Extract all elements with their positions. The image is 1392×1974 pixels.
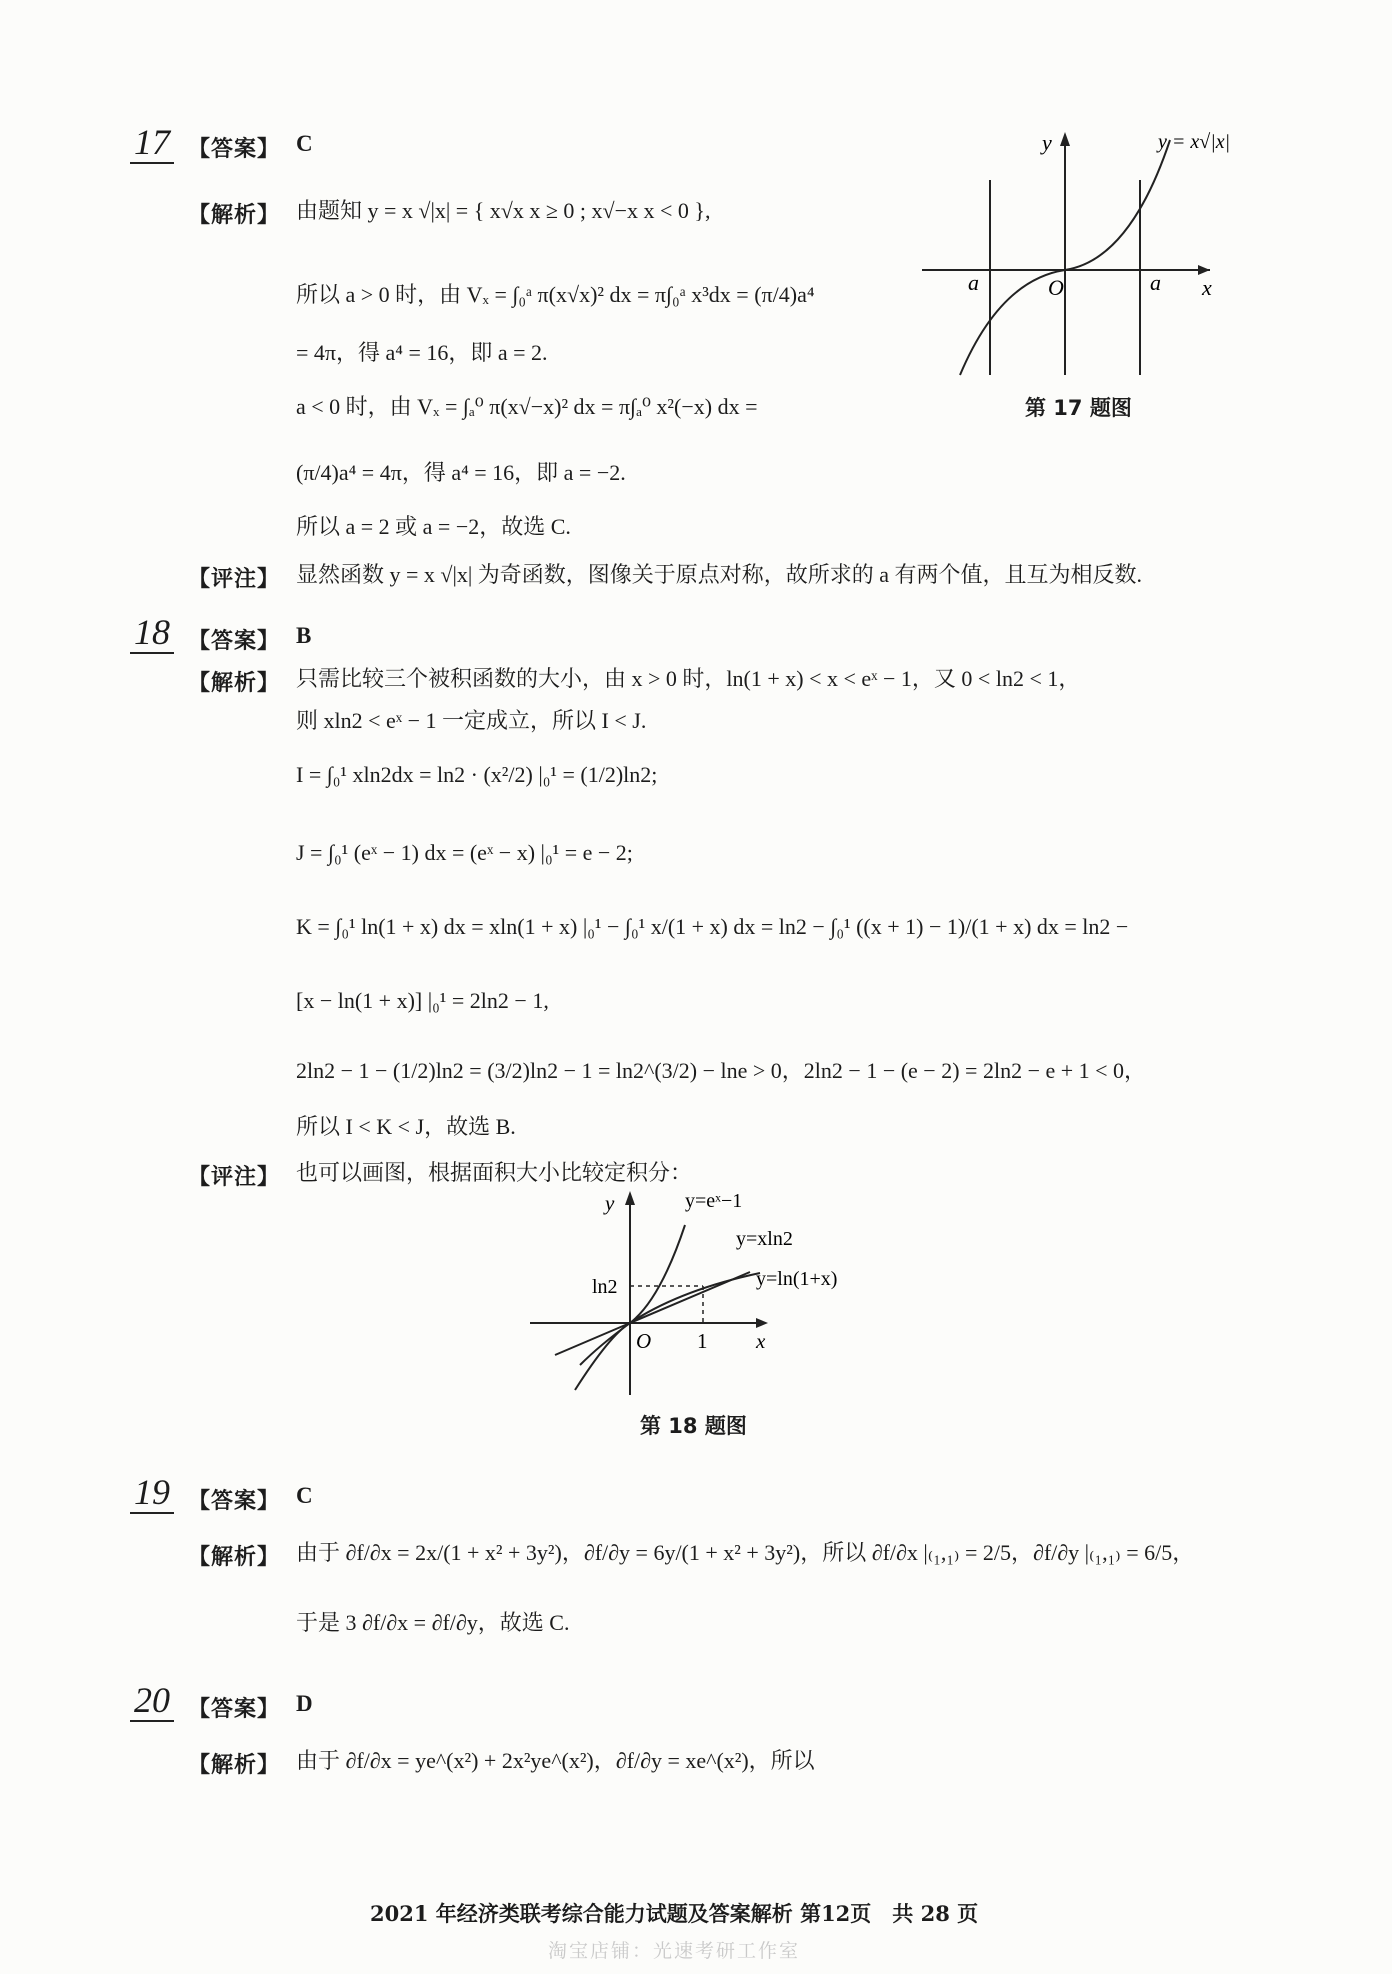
right-tick-label: a [1150,270,1161,295]
x-axis-label: x [756,1329,766,1353]
x-axis-label: x [1202,275,1212,300]
analysis-line: 所以 I < K < J，故选 B. [296,1114,516,1139]
analysis-line: 2ln2 − 1 − (1/2)ln2 = (3/2)ln2 − 1 = ln2^(3/2) − lne > 0，2ln2 − 1 − (e − 2) = 2ln2 − e + 1 < 0， [296,1058,1147,1083]
analysis-line: K = ∫₀¹ ln(1 + x) dx = xln(1 + x) |₀¹ − ∫₀¹ x/(1 + x) dx = ln2 − ∫₀¹ ((x + 1) − 1)/(1 + x) dx = ln2 − [296,914,1129,939]
analysis-line: J = ∫₀¹ (eˣ − 1) dx = (eˣ − x) |₀¹ = e − 2; [296,840,633,865]
analysis-line: 由题知 y = x √|x| = { x√x x ≥ 0 ; x√−x x < 0 }, [296,198,711,223]
curve-xln2 [555,1272,750,1355]
analysis-line: 所以 a = 2 或 a = −2，故选 C. [296,514,571,539]
analysis-line: [x − ln(1 + x)] |₀¹ = 2ln2 − 1, [296,988,549,1013]
label-ln: y=ln(1+x) [756,1268,838,1290]
y-axis-arrow [1060,132,1070,146]
answer-value: C [296,131,313,156]
figure-18-caption: 第 18 题图 [640,1414,747,1438]
y-axis-label: y [605,1191,615,1215]
analysis-tag: 【解析】 [188,670,281,696]
answer-tag: 【答案】 [188,136,281,162]
left-tick-label: a [968,270,979,295]
analysis-line: I = ∫₀¹ xln2dx = ln2 · (x²/2) |₀¹ = (1/2)ln2; [296,762,658,787]
answer-tag: 【答案】 [188,628,281,654]
question-number-18: 18 [130,612,174,654]
analysis-tag: 【解析】 [188,1752,281,1778]
comment-text: 也可以画图，根据面积大小比较定积分： [296,1160,693,1185]
analysis-tag: 【解析】 [188,1544,281,1570]
x-axis-arrow [756,1318,768,1328]
figure-17-graph [920,120,1270,380]
y-axis-label: y [1042,130,1052,155]
watermark: 淘宝店铺：光速考研工作室 [548,1940,801,1962]
x-axis-arrow [1198,265,1210,275]
label-xln2: y=xln2 [736,1228,793,1250]
comment-text: 显然函数 y = x √|x| 为奇函数，图像关于原点对称，故所求的 a 有两个值，且互为相反数. [296,562,1143,587]
answer-value: C [296,1483,313,1508]
answer-tag: 【答案】 [188,1488,281,1514]
analysis-line: 由于 ∂f/∂x = 2x/(1 + x² + 3y²)，∂f/∂y = 6y/(1 + x² + 3y²)，所以 ∂f/∂x |₍₁,₁₎ = 2/5，∂f/∂y |₍₁,₁₎ = 6/5， [296,1540,1195,1565]
origin-label: O [1048,275,1064,300]
question-number-17: 17 [130,122,174,164]
page-footer: 2021 年经济类联考综合能力试题及答案解析 第12页 共 28 页 [370,1901,979,1926]
answer-tag: 【答案】 [188,1696,281,1722]
analysis-line: (π/4)a⁴ = 4π，得 a⁴ = 16，即 a = −2. [296,460,626,485]
analysis-tag: 【解析】 [188,202,281,228]
question-number-20: 20 [130,1680,174,1722]
analysis-line: = 4π，得 a⁴ = 16，即 a = 2. [296,340,548,365]
analysis-line: 由于 ∂f/∂x = ye^(x²) + 2x²ye^(x²)，∂f/∂y = xe^(x²)，所以 [296,1748,815,1773]
origin-label: O [636,1329,652,1353]
analysis-line: 所以 a > 0 时，由 Vₓ = ∫₀ᵃ π(x√x)² dx = π∫₀ᵃ x³dx = (π/4)a⁴ [296,282,815,307]
label-exp: y=eˣ−1 [685,1190,743,1212]
y-axis-arrow [625,1191,635,1205]
answer-value: B [296,623,312,648]
answer-value: D [296,1691,313,1716]
curve-label: y = x√|x| [1158,131,1231,153]
analysis-line: 于是 3 ∂f/∂x = ∂f/∂y，故选 C. [296,1610,570,1635]
comment-tag: 【评注】 [188,1164,281,1190]
comment-tag: 【评注】 [188,566,281,592]
analysis-line: 则 xln2 < eˣ − 1 一定成立，所以 I < J. [296,708,647,733]
question-number-19: 19 [130,1472,174,1514]
x-tick-label: 1 [697,1329,708,1353]
analysis-line: 只需比较三个被积函数的大小，由 x > 0 时，ln(1 + x) < x < eˣ − 1，又 0 < ln2 < 1， [296,666,1081,691]
figure-18-graph [520,1185,890,1400]
analysis-line: a < 0 时，由 Vₓ = ∫ₐ⁰ π(x√−x)² dx = π∫ₐ⁰ x²(−x) dx = [296,394,758,419]
figure-17-caption: 第 17 题图 [1025,396,1132,420]
y-tick-label: ln2 [592,1276,618,1298]
